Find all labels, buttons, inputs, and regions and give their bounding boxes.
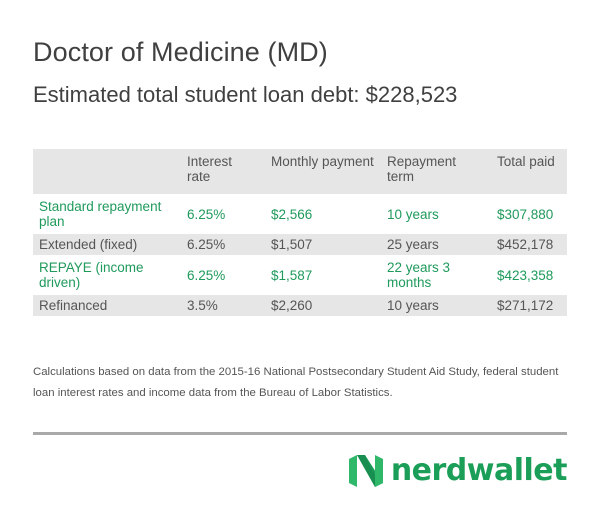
monthly-payment: $1,587 [271,267,313,283]
brand-wordmark: nerdwallet [390,453,567,488]
total-paid: $423,358 [497,267,554,283]
nerdwallet-n-logo-icon [349,455,383,487]
plan-name: REPAYE (income driven) [39,260,144,290]
repayment-term: 25 years [381,234,491,255]
header-repayment-term: Repayment term [381,149,491,194]
divider [33,432,567,435]
repayment-table [33,146,567,319]
footnote: Calculations based on data from the 2015-16 National Postsecondary Student Aid Study, federal student loan interest rates and income data from the Bureau of Labor Statistics. [33,366,559,399]
total-paid: $307,880 [497,206,554,222]
repayment-term: 10 years [387,206,439,222]
page-subtitle: Estimated total student loan debt: $228,523 [33,82,458,107]
plan-name: Extended (fixed) [33,234,181,255]
monthly-payment: $2,260 [265,295,381,316]
header-plan [33,149,181,194]
monthly-payment: $1,507 [265,234,381,255]
interest-rate: 6.25% [187,206,226,222]
table-row [33,197,567,231]
total-paid: $271,172 [491,295,567,316]
table-row [33,295,567,316]
header-interest-rate: Interest rate [181,149,265,194]
monthly-payment: $2,566 [271,206,313,222]
page-title: Doctor of Medicine (MD) [33,37,328,67]
table-row [33,258,567,292]
table-row [33,234,567,255]
interest-rate: 6.25% [187,267,226,283]
table-header-row [33,149,567,194]
repayment-term: 22 years 3 months [387,260,451,290]
plan-name: Refinanced [33,295,181,316]
plan-name: Standard repayment plan [39,199,162,229]
interest-rate: 6.25% [181,234,265,255]
header-total-paid: Total paid [491,149,567,194]
interest-rate: 3.5% [181,295,265,316]
repayment-term: 10 years [381,295,491,316]
header-monthly-payment: Monthly payment [265,149,381,194]
brand-logo-group [349,455,567,487]
total-paid: $452,178 [491,234,567,255]
